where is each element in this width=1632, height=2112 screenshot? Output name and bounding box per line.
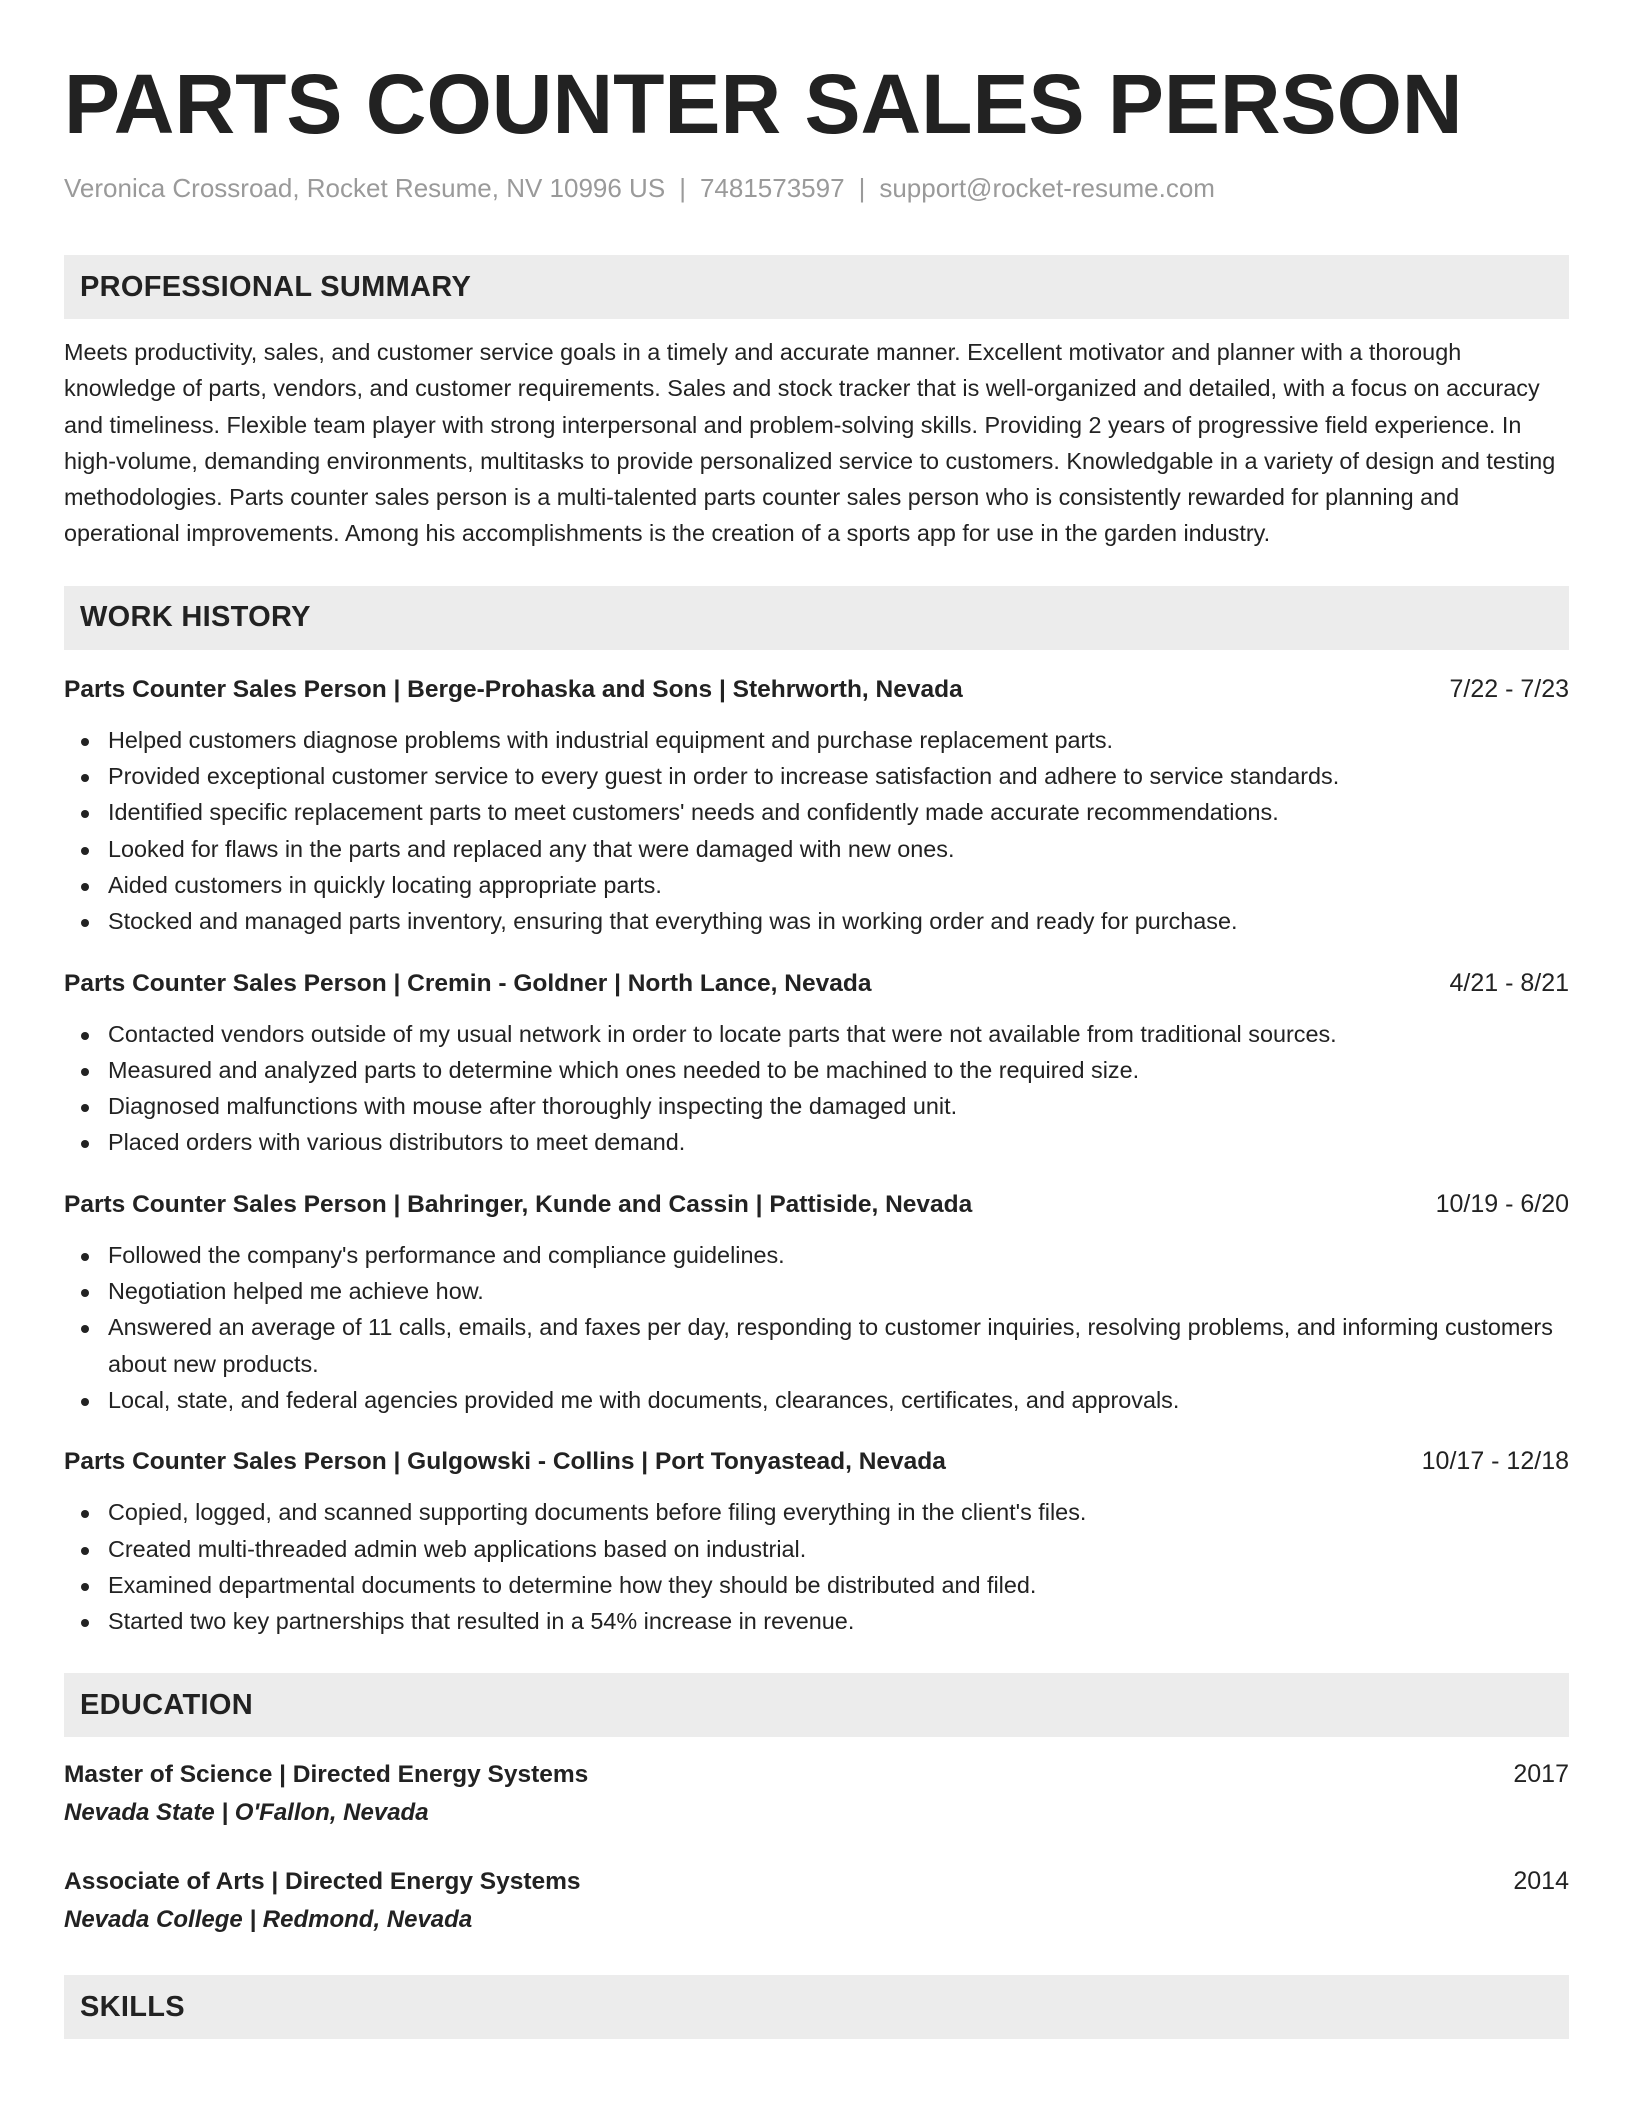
section-heading: WORK HISTORY xyxy=(80,601,311,634)
list-item xyxy=(108,1382,1569,1418)
list-item xyxy=(108,903,1569,939)
job-title: Parts Counter Sales Person | Berge-Prohaska and Sons | Stehrworth, Nevada xyxy=(64,675,963,703)
job-dates: 10/19 - 6/20 xyxy=(1435,1189,1569,1218)
section-heading: PROFESSIONAL SUMMARY xyxy=(80,270,472,303)
bullet-icon xyxy=(81,883,89,891)
job-title: Parts Counter Sales Person | Bahringer, Kunde and Cassin | Pattiside, Nevada xyxy=(64,1190,973,1218)
education-list xyxy=(64,1757,1569,1937)
job-header xyxy=(64,672,1569,707)
bullet-text: Created multi-threaded admin web applications based on industrial. xyxy=(108,1535,807,1562)
bullet-icon xyxy=(81,1398,89,1406)
contact-line xyxy=(64,170,1569,206)
job-entry xyxy=(64,966,1569,1161)
bullet-icon xyxy=(81,1510,89,1518)
list-item xyxy=(108,722,1569,758)
list-item xyxy=(108,1124,1569,1160)
list-item xyxy=(108,831,1569,867)
bullet-icon xyxy=(81,1289,89,1297)
bullet-icon xyxy=(81,774,89,782)
job-title: Parts Counter Sales Person | Cremin - Goldner | North Lance, Nevada xyxy=(64,969,872,997)
bullet-text: Local, state, and federal agencies provided me with documents, clearances, certificates, and approvals. xyxy=(108,1386,1180,1413)
list-item xyxy=(108,1531,1569,1567)
job-title: Parts Counter Sales Person | Gulgowski - Collins | Port Tonyastead, Nevada xyxy=(64,1448,946,1476)
work-history-list xyxy=(64,672,1569,1640)
section-heading: EDUCATION xyxy=(80,1688,253,1721)
bullet-text: Started two key partnerships that resulted in a 54% increase in revenue. xyxy=(108,1608,855,1635)
list-item xyxy=(108,758,1569,794)
bullet-text: Provided exceptional customer service to every guest in order to increase satisfaction and adhere to service standards. xyxy=(108,763,1340,790)
bullet-text: Followed the company's performance and compliance guidelines. xyxy=(108,1241,785,1268)
bullet-text: Examined departmental documents to determine how they should be distributed and filed. xyxy=(108,1571,1037,1598)
job-bullet-list xyxy=(64,1237,1569,1418)
section-header-education xyxy=(64,1673,1569,1737)
list-item xyxy=(108,867,1569,903)
section-header-summary xyxy=(64,255,1569,319)
education-entry xyxy=(64,1864,1569,1937)
bullet-text: Aided customers in quickly locating appropriate parts. xyxy=(108,871,662,898)
bullet-text: Looked for flaws in the parts and replaced any that were damaged with new ones. xyxy=(108,835,955,862)
job-dates: 4/21 - 8/21 xyxy=(1449,968,1569,997)
bullet-icon xyxy=(81,1583,89,1591)
summary-text: Meets productivity, sales, and customer service goals in a timely and accurate manner. Excellent motivator and planner with a thorough knowledge of parts, vendors, and customer requirements. Sales and stock tracker that is well-organized and detailed, with a focus on accuracy and timeliness. Flexible team player with strong interpersonal and problem-solving skills. Providing 2 years of progressive field experience. In high-volume, demanding environments, multitasks to provide personalized service to customers. Knowledgable in a variety of design and testing methodologies. Parts counter sales person is a multi-talented parts counter sales person who is consistently rewarded for planning and operational improvements. Among his accomplishments is the creation of a sports app for use in the garden industry. xyxy=(64,339,1556,547)
contact-separator: | xyxy=(858,173,866,203)
bullet-icon xyxy=(81,847,89,855)
education-year: 2017 xyxy=(1513,1760,1569,1789)
list-item xyxy=(108,1088,1569,1124)
contact-email: support@rocket-resume.com xyxy=(879,173,1215,203)
job-entry xyxy=(64,1444,1569,1639)
bullet-icon xyxy=(81,919,89,927)
job-bullet-list xyxy=(64,1494,1569,1639)
job-entry xyxy=(64,1187,1569,1418)
list-item xyxy=(108,1309,1569,1382)
bullet-text: Helped customers diagnose problems with industrial equipment and purchase replacement parts. xyxy=(108,726,1114,753)
bullet-icon xyxy=(81,1325,89,1333)
job-header xyxy=(64,1444,1569,1479)
job-bullet-list xyxy=(64,722,1569,940)
bullet-icon xyxy=(81,1104,89,1112)
bullet-icon xyxy=(81,1032,89,1040)
bullet-text: Diagnosed malfunctions with mouse after thoroughly inspecting the damaged unit. xyxy=(108,1093,958,1120)
section-heading: SKILLS xyxy=(80,1990,185,2023)
bullet-icon xyxy=(81,1619,89,1627)
list-item xyxy=(108,1052,1569,1088)
bullet-text: Contacted vendors outside of my usual network in order to locate parts that were not available from traditional sources. xyxy=(108,1020,1337,1047)
bullet-text: Stocked and managed parts inventory, ensuring that everything was in working order and ready for purchase. xyxy=(108,908,1238,935)
job-entry xyxy=(64,672,1569,940)
bullet-icon xyxy=(81,1547,89,1555)
section-header-skills xyxy=(64,1975,1569,2039)
education-school: Nevada State | O'Fallon, Nevada xyxy=(64,1799,429,1827)
bullet-text: Answered an average of 11 calls, emails, and faxes per day, responding to customer inquiries, resolving problems, and informing customers about new products. xyxy=(108,1314,1553,1377)
bullet-icon xyxy=(81,1140,89,1148)
list-item xyxy=(108,1237,1569,1273)
job-dates: 10/17 - 12/18 xyxy=(1421,1447,1569,1476)
list-item xyxy=(108,1603,1569,1639)
education-header xyxy=(64,1864,1569,1899)
bullet-text: Copied, logged, and scanned supporting documents before filing everything in the client's files. xyxy=(108,1499,1087,1526)
list-item xyxy=(108,1016,1569,1052)
job-bullet-list xyxy=(64,1016,1569,1161)
education-header xyxy=(64,1757,1569,1792)
list-item xyxy=(108,1494,1569,1530)
contact-phone: 7481573597 xyxy=(699,173,845,203)
job-dates: 7/22 - 7/23 xyxy=(1449,674,1569,703)
candidate-title: PARTS COUNTER SALES PERSON xyxy=(64,57,1463,151)
bullet-icon xyxy=(81,810,89,818)
bullet-icon xyxy=(81,1068,89,1076)
education-year: 2014 xyxy=(1513,1867,1569,1896)
list-item xyxy=(108,794,1569,830)
education-degree: Associate of Arts | Directed Energy Systems xyxy=(64,1868,581,1896)
list-item xyxy=(108,1567,1569,1603)
bullet-text: Identified specific replacement parts to meet customers' needs and confidently made accurate recommendations. xyxy=(108,799,1279,826)
bullet-text: Negotiation helped me achieve how. xyxy=(108,1278,484,1305)
bullet-icon xyxy=(81,1253,89,1261)
bullet-text: Placed orders with various distributors to meet demand. xyxy=(108,1129,686,1156)
bullet-icon xyxy=(81,738,89,746)
list-item xyxy=(108,1273,1569,1309)
education-school: Nevada College | Redmond, Nevada xyxy=(64,1906,473,1934)
contact-separator: | xyxy=(679,173,686,203)
bullet-text: Measured and analyzed parts to determine which ones needed to be machined to the required size. xyxy=(108,1056,1140,1083)
education-degree: Master of Science | Directed Energy Systems xyxy=(64,1761,589,1789)
job-header xyxy=(64,1187,1569,1222)
job-header xyxy=(64,966,1569,1001)
education-entry xyxy=(64,1757,1569,1830)
contact-address: Veronica Crossroad, Rocket Resume, NV 10996 US xyxy=(64,173,666,203)
section-header-work-history xyxy=(64,586,1569,650)
